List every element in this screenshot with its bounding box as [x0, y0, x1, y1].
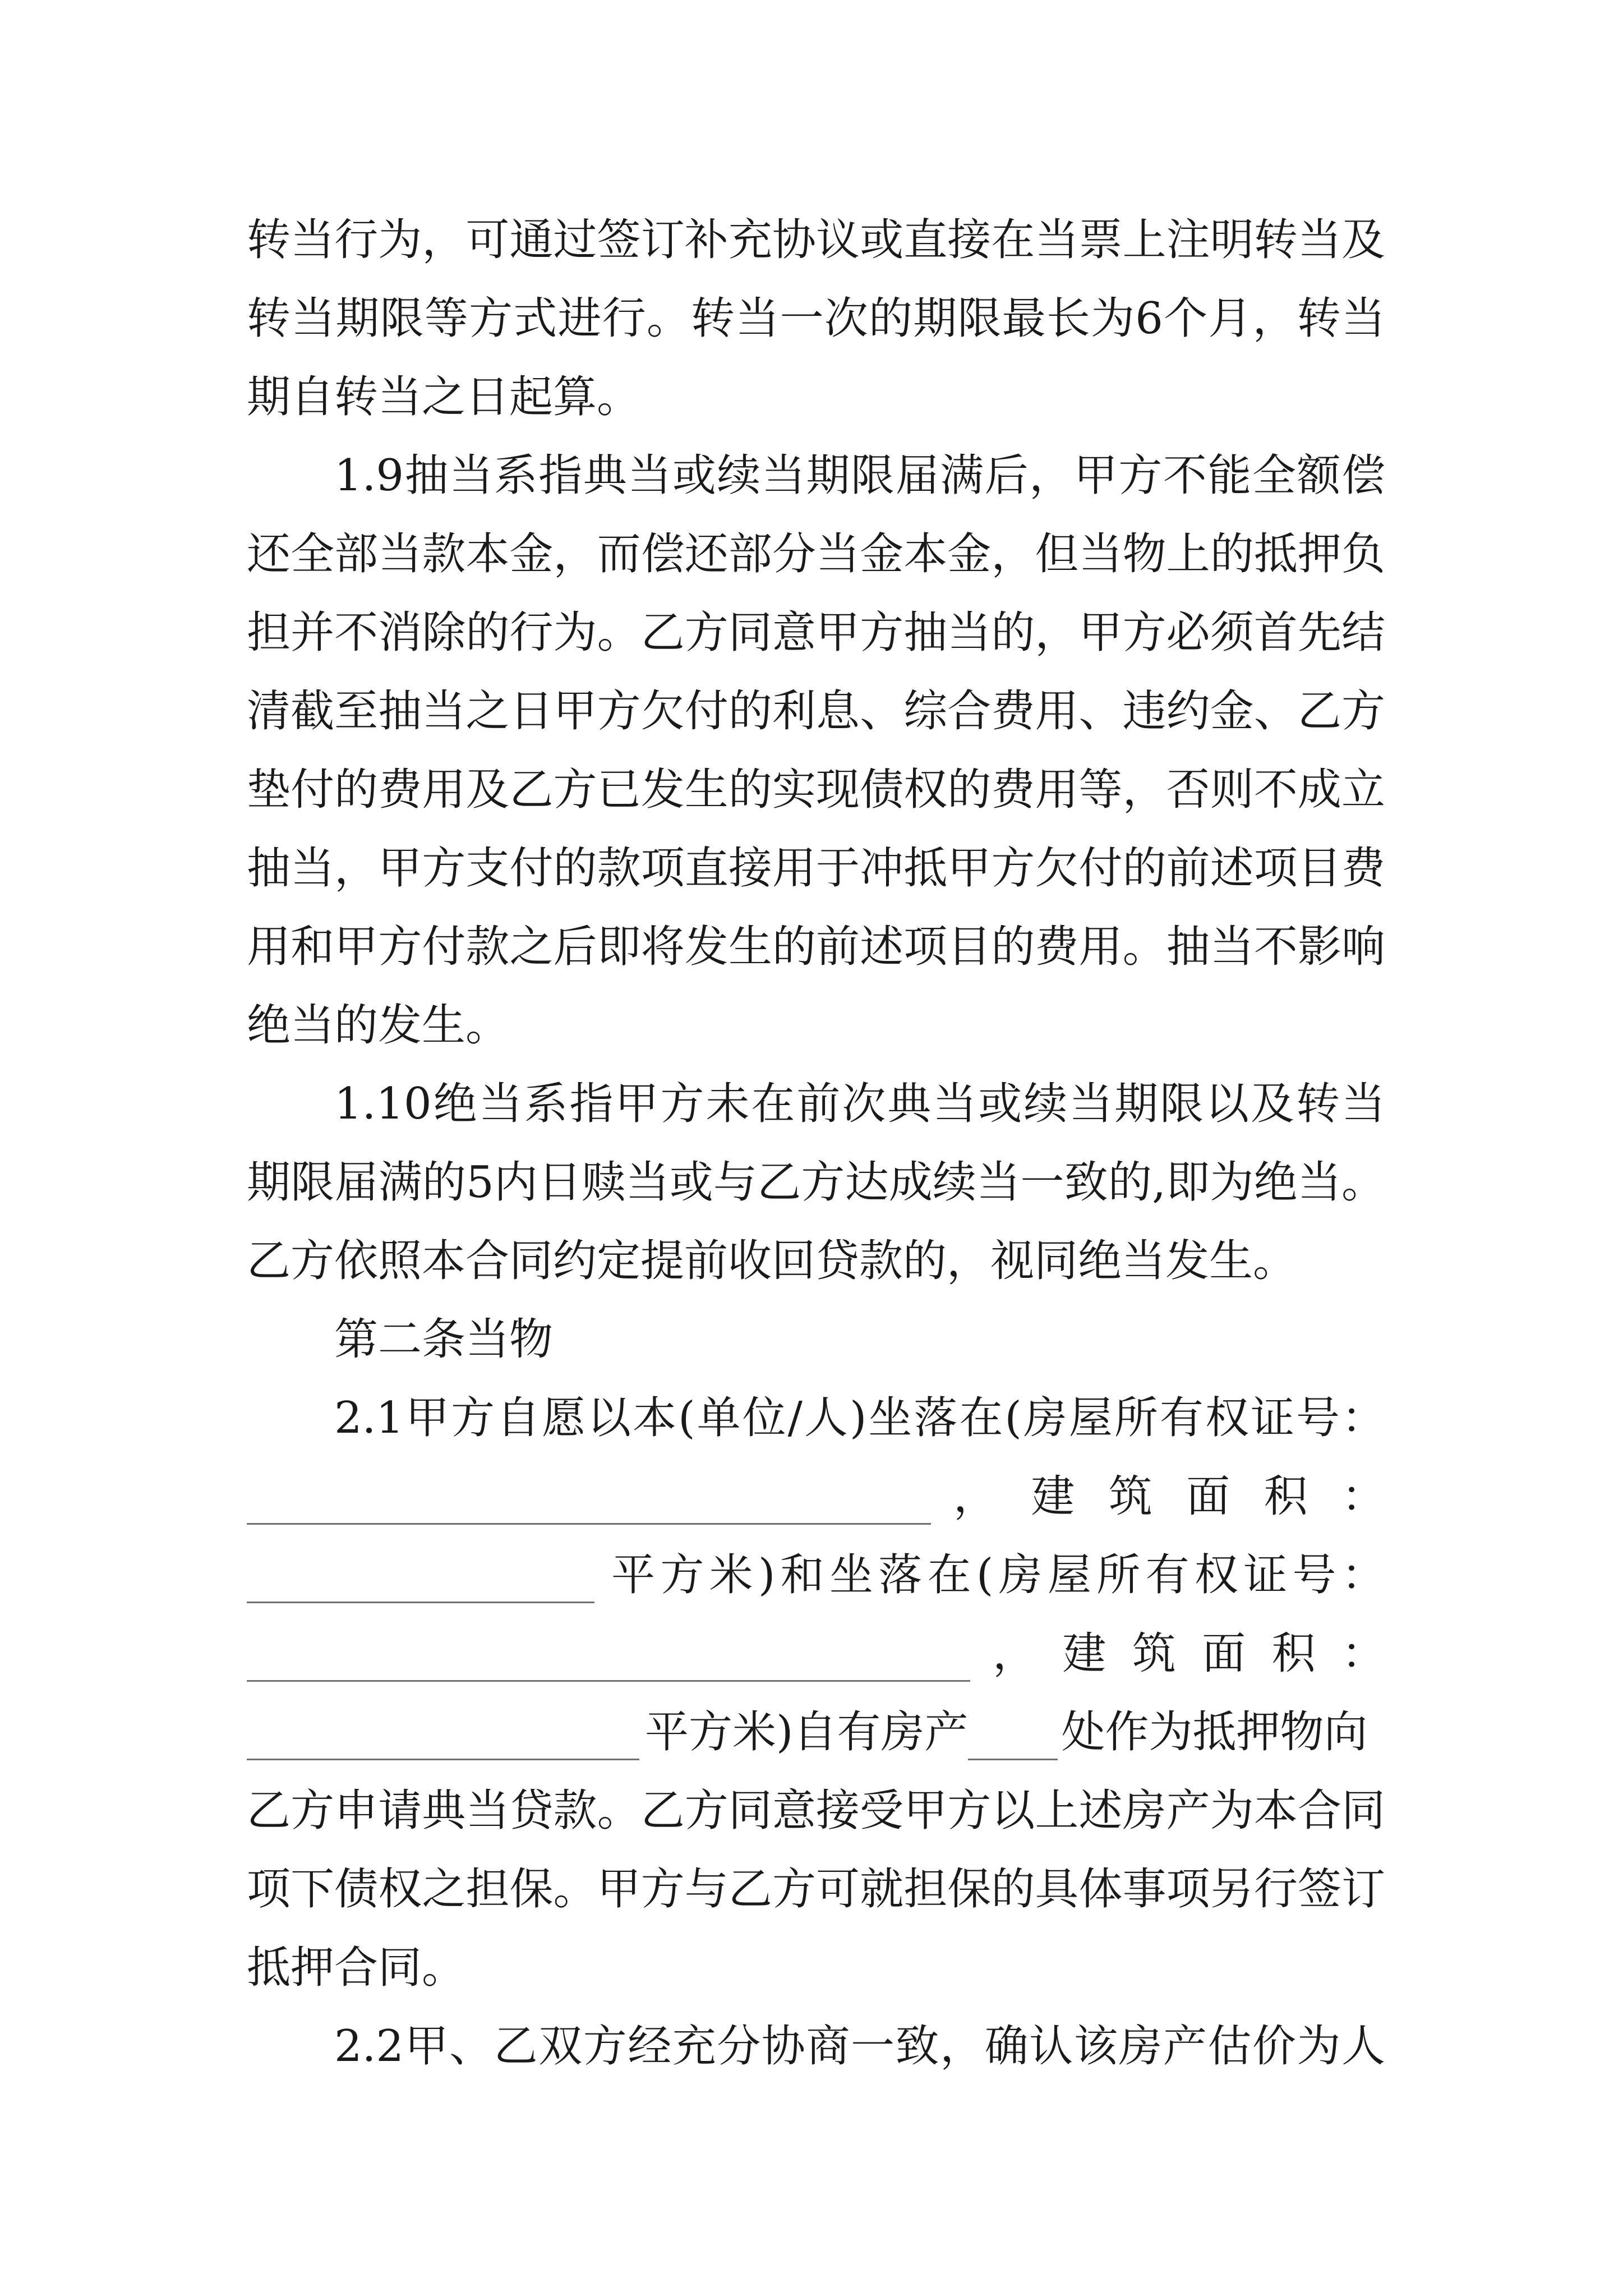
- fill-in-line: [247, 1704, 1385, 1760]
- paragraph-line: 1.10绝当系指甲方未在前次典当或续当期限以及转当: [334, 1079, 1385, 1129]
- paragraph-line: 项下债权之担保。甲方与乙方可就担保的具体事项另行签订: [247, 1864, 1385, 1915]
- paragraph-line: 乙方申请典当贷款。乙方同意接受甲方以上述房产为本合同: [247, 1786, 1385, 1836]
- fill-in-line: [247, 1626, 1385, 1682]
- paragraph-line: 期自转当之日起算。: [247, 372, 641, 422]
- fill-in-blank: [968, 1719, 1058, 1760]
- label-char: (: [976, 1550, 994, 1600]
- label-char: 屋: [1047, 1550, 1091, 1600]
- fill-in-line: [247, 1469, 1385, 1525]
- paragraph-line: 1.9抽当系指典当或续当期限届满后，甲方不能全额偿: [334, 450, 1385, 501]
- label-char: ：: [1341, 1471, 1385, 1522]
- paragraph-line: 还全部当款本金，而偿还部分当金本金，但当物上的抵押负: [247, 529, 1385, 579]
- section-heading: 第二条当物: [334, 1314, 554, 1365]
- label-char: 米: [709, 1550, 753, 1600]
- label-char: 房: [998, 1550, 1043, 1600]
- label-char: ): [758, 1550, 776, 1600]
- paragraph-line: 垫付的费用及乙方已发生的实现债权的费用等，否则不成立: [247, 765, 1385, 815]
- label-char: 面: [1186, 1471, 1230, 1522]
- fill-in-line: [247, 1547, 1385, 1603]
- label-char: 积: [1264, 1471, 1308, 1522]
- label-char: 有: [1145, 1550, 1189, 1600]
- label-char: 权: [1194, 1550, 1238, 1600]
- label-char: ：: [1341, 1550, 1385, 1600]
- label-text: [970, 1626, 1385, 1682]
- paragraph-line: 转当行为，可通过签订补充协议或直接在当票上注明转当及: [247, 215, 1385, 265]
- label-char: 落: [878, 1550, 923, 1600]
- label-char: 积: [1271, 1628, 1316, 1679]
- paragraph-line: 担并不消除的行为。乙方同意甲方抽当的，甲方必须首先结: [247, 608, 1385, 658]
- fill-in-blank: [247, 1562, 594, 1603]
- label-text: 平方米)自有房产: [645, 1707, 969, 1757]
- label-char: 号: [1292, 1550, 1336, 1600]
- label-char: 面: [1202, 1628, 1246, 1679]
- fill-in-blank: [247, 1719, 639, 1760]
- label-char: 证: [1243, 1550, 1288, 1600]
- label-char: 在: [927, 1550, 971, 1600]
- paragraph-line: 抽当，甲方支付的款项直接用于冲抵甲方欠付的前述项目费: [247, 843, 1385, 894]
- label-char: 坐: [829, 1550, 873, 1600]
- label-char: 平: [611, 1550, 656, 1600]
- paragraph-line: 绝当的发生。: [247, 1000, 510, 1051]
- label-char: ，: [953, 1471, 998, 1522]
- label-char: 建: [1062, 1628, 1106, 1679]
- label-text: 处作为抵押物向: [1061, 1707, 1368, 1757]
- label-char: 筑: [1132, 1628, 1176, 1679]
- label-text: [931, 1469, 1385, 1525]
- label-char: ，: [993, 1628, 1037, 1679]
- paragraph-line: 2.2甲、乙双方经充分协商一致，确认该房产估价为人: [334, 2021, 1385, 2072]
- paragraph-line: 转当期限等方式进行。转当一次的期限最长为6个月，转当: [247, 293, 1385, 344]
- label-char: 和: [780, 1550, 824, 1600]
- label-char: 方: [660, 1550, 704, 1600]
- label-char: ：: [1341, 1628, 1385, 1679]
- fill-in-blank: [247, 1641, 970, 1682]
- label-char: 筑: [1108, 1471, 1152, 1522]
- paragraph-line: 乙方依照本合同约定提前收回贷款的，视同绝当发生。: [247, 1236, 1297, 1286]
- paragraph-line: 清截至抽当之日甲方欠付的利息、综合费用、违约金、乙方: [247, 686, 1385, 737]
- paragraph-line: 抵押合同。: [247, 1943, 466, 1993]
- label-char: 建: [1031, 1471, 1075, 1522]
- label-text: [594, 1547, 1385, 1603]
- paragraph-line: 2.1甲方自愿以本(单位/人)坐落在(房屋所有权证号：: [334, 1393, 1385, 1443]
- paragraph-line: 用和甲方付款之后即将发生的前述项目的费用。抽当不影响: [247, 922, 1385, 972]
- fill-in-blank: [247, 1484, 931, 1525]
- paragraph-line: 期限届满的5内日赎当或与乙方达成续当一致的,即为绝当。: [247, 1157, 1385, 1208]
- label-char: 所: [1096, 1550, 1141, 1600]
